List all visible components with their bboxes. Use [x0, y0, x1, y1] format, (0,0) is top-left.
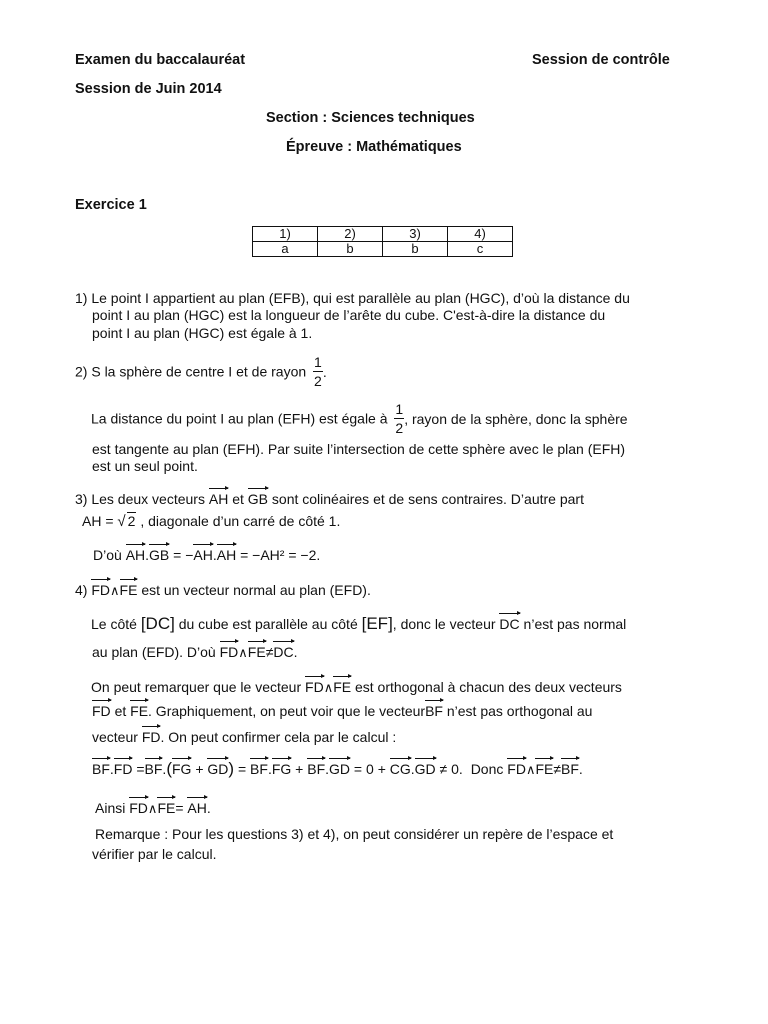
q3-diagonal-text: , diagonale d’un carré de côté 1.: [140, 513, 341, 529]
vector-fg: FG: [272, 757, 291, 777]
vector-fd: FD: [507, 757, 526, 777]
q4-not-normal: n’est pas normal: [523, 616, 627, 632]
table-cell: 4): [448, 227, 513, 242]
answer-table-answer-row: [253, 242, 513, 257]
vector-ah: AH: [209, 487, 228, 507]
fraction-denominator: 2: [395, 420, 404, 436]
vector-fe: FE: [157, 796, 175, 816]
dot-operator: .: [325, 761, 330, 777]
q4-donc-text: , donc le vecteur: [392, 616, 496, 632]
q4-line-6: [92, 725, 396, 745]
q4-plan-efd: au plan (EFD). D’où: [92, 644, 216, 660]
table-cell: a: [253, 242, 318, 257]
equals-sign: =: [175, 800, 184, 816]
q4-period: .: [293, 644, 298, 660]
table-cell: b: [318, 242, 383, 257]
wedge-operator: ∧: [525, 762, 536, 777]
vector-gd: GD: [329, 757, 350, 777]
vector-fd: FD: [220, 640, 239, 660]
vector-bf: BF: [307, 757, 325, 777]
q3-and: et: [232, 491, 244, 507]
vector-fe: FE: [130, 699, 148, 719]
q4-line-1: [75, 578, 371, 599]
dot-operator: .: [109, 761, 114, 777]
q4-period: .: [206, 800, 211, 816]
q2-line-2: est tangente au plan (EFH). Par suite l’intersection de cette sphère avec le plan (EFH): [92, 441, 626, 457]
q1-line-2: point I au plan (HGC) est la longueur de l’arête du cube. C'est-à-dire la distance du: [92, 307, 606, 323]
exam-title: Examen du baccalauréat: [75, 52, 246, 68]
vector-fd: FD: [129, 796, 148, 816]
q4-orthogonal-text: est orthogonal à chacun des deux vecteurs: [354, 679, 622, 695]
q3-dou: D’où: [93, 547, 122, 563]
vector-fd: FD: [92, 699, 111, 719]
vector-bf: BF: [250, 757, 268, 777]
ainsi-word: Ainsi: [95, 800, 126, 816]
wedge-operator: ∧: [147, 801, 158, 816]
answer-table: [252, 226, 513, 257]
vector-fe: FE: [333, 675, 351, 695]
q4-au: au: [576, 703, 593, 719]
q2-line-1: [91, 402, 628, 435]
answer-table-header-row: [253, 227, 513, 242]
vector-fe: FE: [248, 640, 266, 660]
wedge-operator: ∧: [238, 645, 248, 660]
q3-equals-minus: = −: [173, 547, 194, 563]
fraction-numerator: 1: [395, 401, 404, 417]
vector-fg: FG: [172, 757, 191, 777]
q4-line-3: [92, 640, 298, 661]
exercise-title: Exercice 1: [75, 197, 147, 213]
vector-gb: GB: [149, 543, 169, 563]
q3-intro: 3) Les deux vecteurs: [75, 491, 205, 507]
q3-line-1: [75, 487, 584, 507]
q2-line-1-start: La distance du point I au plan (EFH) est égale à: [91, 410, 388, 427]
q2-intro: [75, 355, 327, 388]
section-title: Section : Sciences techniques: [266, 110, 475, 126]
q4-not-orthogonal: n’est pas orthogonal: [446, 703, 573, 719]
q4-vecteur: vecteur: [92, 729, 138, 745]
q3-colinear-text: sont colinéaires et de sens contraires. D’autre part: [271, 491, 584, 507]
vector-fe: FE: [535, 757, 553, 777]
equals-sign: =: [136, 761, 145, 777]
q4-line-2: [91, 612, 626, 634]
table-cell: 2): [318, 227, 383, 242]
vector-cg: CG: [390, 757, 411, 777]
zero-value: 0: [366, 761, 374, 777]
vector-fd: FD: [305, 675, 324, 695]
not-zero: ≠ 0.: [439, 761, 463, 777]
remark-line-2: vérifier par le calcul.: [92, 846, 217, 862]
table-cell: b: [383, 242, 448, 257]
q4-confirm-text: . On peut confirmer cela par le calcul :: [160, 729, 397, 745]
vector-ah: AH: [187, 796, 206, 816]
not-equal-operator: ≠: [553, 761, 562, 777]
wedge-operator: ∧: [110, 583, 120, 598]
segment-dc: [DC]: [140, 614, 175, 633]
donc-word: Donc: [470, 761, 504, 777]
vector-gb: GB: [248, 487, 268, 507]
vector-bf: BF: [561, 757, 579, 777]
vector-fd: FD: [114, 757, 133, 777]
q2-line-1-end: , rayon de la sphère, donc la sphère: [404, 410, 628, 427]
q4-conclusion: [95, 796, 211, 817]
equals-sign: =: [237, 761, 247, 777]
q1-line-1: 1) Le point I appartient au plan (EFB), qui est parallèle au plan (HGC), d’où la distance du: [75, 290, 630, 306]
q4-parallel-text: du cube est parallèle au côté: [178, 616, 358, 632]
q3-result: = −AH² = −2.: [240, 547, 321, 563]
q4-calculation: BF.FD =BF.(FG + GD) = BF.FG + BF.GD = 0 + CG.GD ≠ 0. Donc FD∧FE≠BF.: [92, 759, 583, 778]
session-type: Session de contrôle: [532, 52, 670, 68]
remark-line-1: Remarque : Pour les questions 3) et 4), on peut considérer un repère de l’espace et: [95, 826, 614, 842]
vector-fd: FD: [142, 725, 161, 745]
q2-period: .: [322, 363, 327, 380]
q2-line-3: est un seul point.: [92, 458, 198, 474]
session-date: Session de Juin 2014: [75, 81, 222, 97]
vector-bf: BF: [92, 757, 110, 777]
wedge-operator: ∧: [323, 680, 334, 695]
vector-ah: AH: [217, 543, 236, 563]
q4-number: 4): [75, 582, 88, 598]
table-cell: c: [448, 242, 513, 257]
vector-fd: FD: [91, 578, 110, 598]
sqrt-two: 2: [127, 513, 136, 529]
segment-ef: [EF]: [361, 614, 393, 633]
vector-ah: AH: [193, 543, 212, 563]
q4-graph-text: . Graphiquement, on peut voir que le vecteur: [148, 703, 426, 719]
dot-operator: .: [212, 547, 217, 563]
table-cell: 3): [383, 227, 448, 242]
vector-bf: BF: [145, 757, 163, 777]
q4-line-5: [92, 699, 592, 719]
dot-operator: .: [145, 547, 150, 563]
fraction-one-half: [394, 402, 404, 435]
equals-sign: =: [353, 761, 363, 777]
fraction-numerator: 1: [314, 354, 322, 370]
q4-normal-text: est un vecteur normal au plan (EFD).: [141, 582, 371, 598]
not-equal-operator: ≠: [265, 644, 274, 660]
q2-intro-text: 2) S la sphère de centre I et de rayon: [75, 363, 307, 380]
q3-line-2: AH = √ 2 , diagonale d’un carré de côté 1.: [82, 513, 341, 530]
epreuve-title: Épreuve : Mathématiques: [286, 139, 462, 155]
vector-gd: GD: [415, 757, 436, 777]
q4-le-cote: Le côté: [91, 616, 137, 632]
fraction-denominator: 2: [314, 373, 322, 389]
q1-line-3: point I au plan (HGC) est égale à 1.: [92, 325, 313, 341]
vector-dc: DC: [273, 640, 293, 660]
q4-et: et: [114, 703, 127, 719]
vector-gd: GD: [207, 757, 228, 777]
vector-dc: DC: [499, 612, 519, 632]
vector-fe: FE: [120, 578, 138, 598]
q4-period: .: [578, 761, 583, 777]
dot-operator: .: [410, 761, 415, 777]
dot-operator: .: [162, 761, 167, 777]
q4-line-4: [91, 675, 622, 696]
q3-line-3: [93, 543, 320, 563]
vector-bf: BF: [425, 699, 443, 719]
table-cell: 1): [253, 227, 318, 242]
dot-operator: .: [267, 761, 272, 777]
q4-remark-text: On peut remarquer que le vecteur: [91, 679, 302, 695]
q3-ah-equals: AH =: [82, 513, 114, 529]
fraction-one-half: [313, 355, 323, 388]
vector-ah: AH: [126, 543, 145, 563]
